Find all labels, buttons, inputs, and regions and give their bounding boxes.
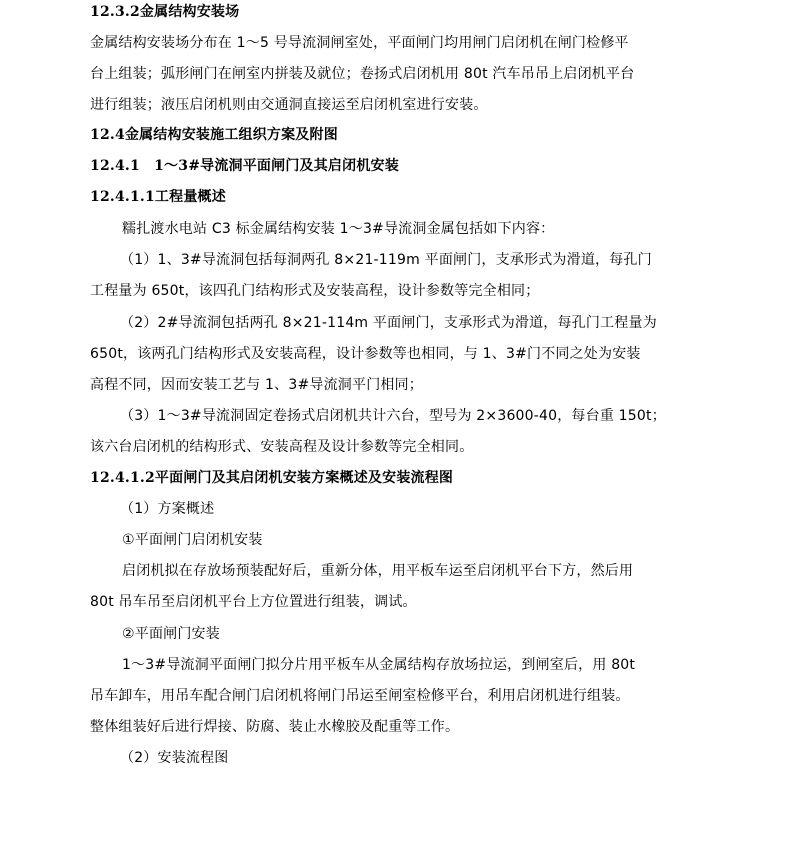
paragraph-line: 80t 吊车吊至启闭机平台上方位置进行组装，调试。 [90,594,417,610]
list-item-line: 650t，该两孔门结构形式及安装高程，设计参数等也相同，与 1、3#门不同之处为安装 [90,346,641,362]
section-heading-12-3-2: 12.3.2金属结构安装场 [90,4,240,20]
list-item-line: （3）1～3#导流洞固定卷扬式启闭机共计六台，型号为 2×3600-40，每台重 150t； [120,408,666,424]
list-item-line: 该六台启闭机的结构形式、安装高程及设计参数等完全相同。 [90,439,474,455]
section-heading-12-4: 12.4金属结构安装施工组织方案及附图 [90,127,338,143]
list-item-line: 高程不同，因而安装工艺与 1、3#导流洞平门相同； [90,377,423,393]
paragraph-line: 启闭机拟在存放场预装配好后，重新分体，用平板车运至启闭机平台下方，然后用 [122,563,634,579]
list-item-line: （2）2#导流洞包括两孔 8×21-114m 平面闸门，支承形式为滑道，每孔门工程量为 [120,315,657,331]
paragraph-line: 整体组装好后进行焊接、防腐、装止水橡胶及配重等工作。 [90,719,460,735]
subsection-label: （1）方案概述 [120,501,215,517]
subsection-label: ②平面闸门安装 [122,626,220,642]
section-heading-12-4-1-2: 12.4.1.2平面闸门及其启闭机安装方案概述及安装流程图 [90,470,454,486]
section-heading-12-4-1: 12.4.1 1～3#导流洞平面闸门及其启闭机安装 [90,158,399,174]
section-heading-12-4-1-1: 12.4.1.1工程量概述 [90,189,226,205]
paragraph-line: 台上组装；弧形闸门在闸室内拼装及就位；卷扬式启闭机用 80t 汽车吊吊上启闭机平台 [90,66,635,82]
paragraph-line: 糯扎渡水电站 C3 标金属结构安装 1～3#导流洞金属包括如下内容： [122,221,555,237]
paragraph-line: 金属结构安装场分布在 1～5 号导流洞闸室处，平面闸门均用闸门启闭机在闸门检修平 [90,35,629,51]
paragraph-line: 进行组装；液压启闭机则由交通洞直接运至启闭机室进行安装。 [90,97,488,113]
subsection-label: （2）安装流程图 [120,750,229,766]
subsection-label: ①平面闸门启闭机安装 [122,532,263,548]
paragraph-line: 1～3#导流洞平面闸门拟分片用平板车从金属结构存放场拉运，到闸室后，用 80t [122,657,636,673]
list-item-line: （1）1、3#导流洞包括每洞两孔 8×21-119m 平面闸门，支承形式为滑道，每孔门 [120,252,652,268]
paragraph-line: 吊车卸车，用吊车配合闸门启闭机将闸门吊运至闸室检修平台，利用启闭机进行组装。 [90,688,630,704]
list-item-line: 工程量为 650t，该四孔门结构形式及安装高程，设计参数等完全相同； [90,283,540,299]
